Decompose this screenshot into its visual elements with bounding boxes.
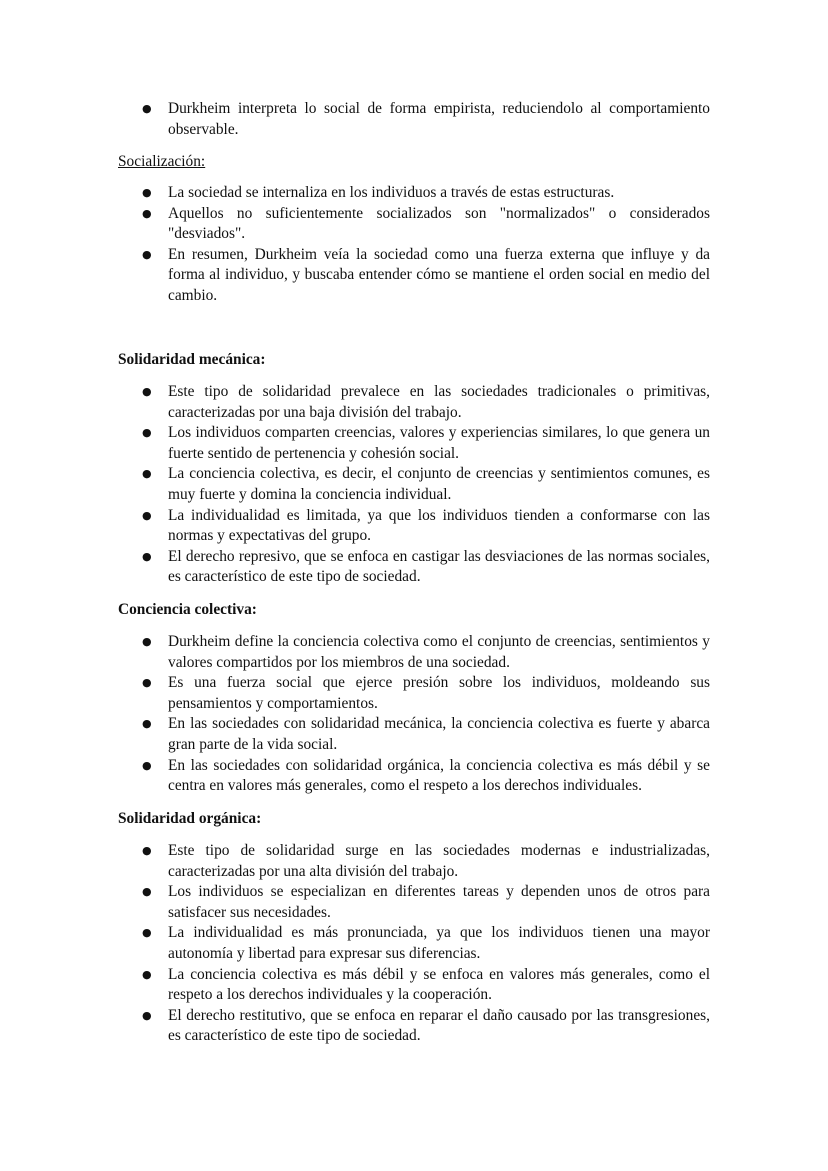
intro-list — [118, 99, 710, 140]
list-item: ● La individualidad es limitada, ya que los individuos tienden a conformarse con las normas y expectativas del grupo. — [118, 506, 710, 547]
list-item: ● Este tipo de solidaridad prevalece en las sociedades tradicionales o primitivas, caracterizadas por una baja división del trabajo. — [118, 382, 710, 423]
list-item: ● La individualidad es más pronunciada, ya que los individuos tienen una mayor autonomía y libertad para expresar sus diferencias. — [118, 923, 710, 964]
list-item: ● Los individuos comparten creencias, valores y experiencias similares, lo que genera un fuerte sentido de pertenencia y cohesión social. — [118, 423, 710, 464]
organica-list-block — [118, 841, 710, 1047]
list-item: ● El derecho represivo, que se enfoca en castigar las desviaciones de las normas sociales, es característico de este tipo de sociedad. — [118, 547, 710, 588]
list-item: ● Los individuos se especializan en diferentes tareas y dependen unos de otros para satisfacer sus necesidades. — [118, 882, 710, 923]
section-heading: Socialización: — [118, 153, 206, 170]
list-item: ● Aquellos no suficientemente socializados son "normalizados" o considerados "desviados". — [118, 204, 710, 245]
list-item: ● En resumen, Durkheim veía la sociedad como una fuerza externa que influye y da forma al individuo, y buscaba entender cómo se mantiene el orden social en medio del cambio. — [118, 245, 710, 307]
list-item: ● En las sociedades con solidaridad mecánica, la conciencia colectiva es fuerte y abarca gran parte de la vida social. — [118, 714, 710, 755]
socializacion-list — [118, 183, 710, 307]
list-item: ● La sociedad se internaliza en los individuos a través de estas estructuras. — [118, 183, 710, 204]
organica-section — [118, 809, 710, 830]
list-item: ● Es una fuerza social que ejerce presión sobre los individuos, moldeando sus pensamientos y comportamientos. — [118, 673, 710, 714]
list-item: ● Durkheim interpreta lo social de forma empirista, reduciendolo al comportamiento observable. — [118, 99, 710, 140]
list-item: ● Este tipo de solidaridad surge en las sociedades modernas e industrializadas, caracterizadas por una alta división del trabajo. — [118, 841, 710, 882]
list-item: ● La conciencia colectiva, es decir, el conjunto de creencias y sentimientos comunes, es muy fuerte y domina la conciencia individual. — [118, 464, 710, 505]
section-heading: Solidaridad orgánica: — [118, 810, 262, 827]
list-item: ● La conciencia colectiva es más débil y se enfoca en valores más generales, como el respeto a los derechos individuales y la cooperación. — [118, 965, 710, 1006]
mecanica-list — [118, 382, 710, 588]
mecanica-list-block — [118, 382, 710, 588]
organica-list — [118, 841, 710, 1047]
conciencia-list-block — [118, 632, 710, 797]
section-heading: Solidaridad mecánica: — [118, 351, 266, 368]
intro-section — [118, 99, 710, 140]
conciencia-list — [118, 632, 710, 797]
list-item: ● El derecho restitutivo, que se enfoca en reparar el daño causado por las transgresiones, es característico de este tipo de sociedad. — [118, 1006, 710, 1047]
socializacion-section — [118, 152, 710, 173]
mecanica-section — [118, 350, 710, 371]
section-heading: Conciencia colectiva: — [118, 601, 257, 618]
list-item: ● Durkheim define la conciencia colectiva como el conjunto de creencias, sentimientos y valores compartidos por los miembros de una sociedad. — [118, 632, 710, 673]
socializacion-list-block — [118, 183, 710, 307]
conciencia-section — [118, 600, 710, 621]
list-item: ● En las sociedades con solidaridad orgánica, la conciencia colectiva es más débil y se centra en valores más generales, como el respeto a los derechos individuales. — [118, 756, 710, 797]
